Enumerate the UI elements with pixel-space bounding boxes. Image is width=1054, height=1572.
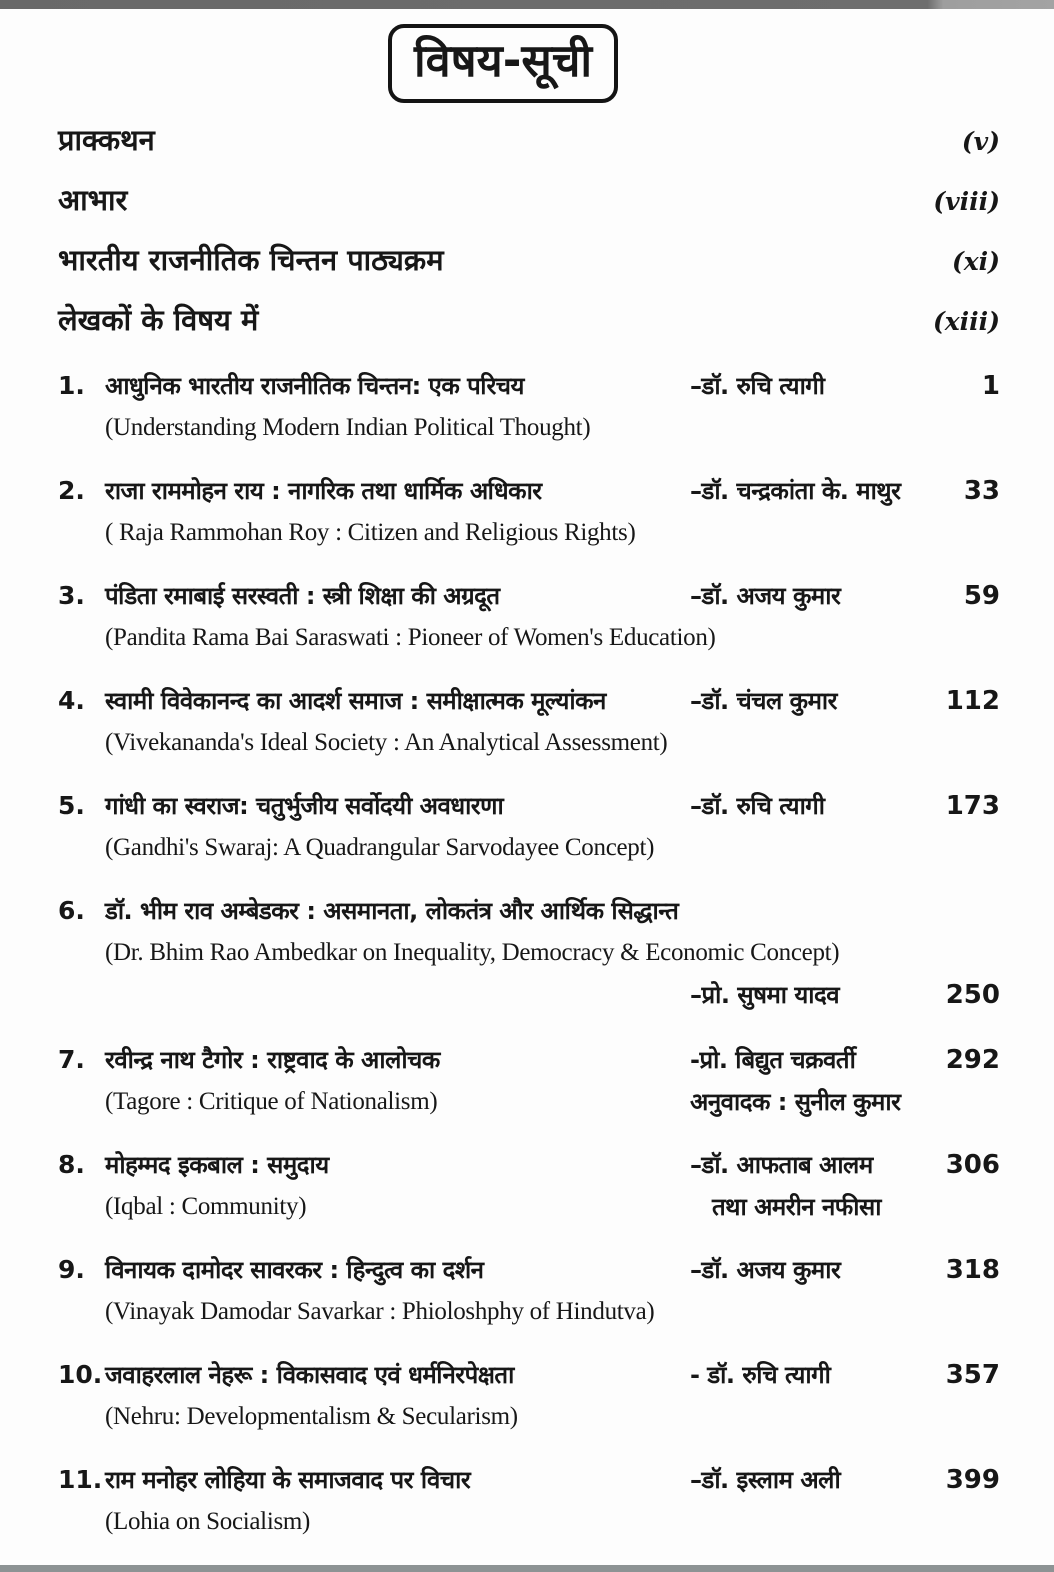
front-matter-row (58, 240, 1000, 280)
chapter-title-english: (Vivekananda's Ideal Society : An Analytical Assessment) (105, 729, 668, 756)
chapter-page-number: 306 (945, 1150, 1000, 1180)
front-matter-page: (xi) (951, 247, 1000, 276)
chapter-title-hindi: स्वामी विवेकानन्द का आदर्श समाज : समीक्षात्मक मूल्यांकन (105, 687, 606, 715)
chapter-author: –डॉ. इस्लाम अली (690, 1466, 841, 1494)
chapter-author: –डॉ. रुचि त्यागी (690, 372, 825, 400)
toc-title-box (388, 24, 618, 103)
toc-entry (58, 1353, 1000, 1437)
front-matter-label: प्राक्कथन (58, 123, 155, 157)
chapter-page-number: 59 (963, 581, 1000, 611)
chapter-page-number: 173 (945, 791, 1000, 821)
chapter-page-number: 1 (981, 371, 1000, 401)
chapter-number: 10. (58, 1360, 103, 1389)
scan-top-bar (0, 0, 1054, 9)
front-matter-page: (v) (961, 127, 1000, 156)
toc-entry (58, 1458, 1000, 1542)
toc-entry (58, 1248, 1000, 1332)
chapter-title-hindi: राजा राममोहन राय : नागरिक तथा धार्मिक अधिकार (105, 477, 542, 505)
chapter-title-english: (Pandita Rama Bai Saraswati : Pioneer of Women's Education) (105, 624, 716, 651)
front-matter-page: (viii) (933, 187, 1000, 216)
front-matter-label: भारतीय राजनीतिक चिन्तन पाठ्यक्रम (58, 243, 444, 277)
toc-entry (58, 889, 1000, 1017)
front-matter-page: (xiii) (932, 307, 1000, 336)
chapter-title-english: (Dr. Bhim Rao Ambedkar on Inequality, Democracy & Economic Concept) (105, 939, 840, 966)
toc-entry (58, 364, 1000, 448)
chapter-title-english: (Lohia on Socialism) (105, 1508, 311, 1535)
toc-entry (58, 784, 1000, 868)
chapter-number: 2. (58, 476, 85, 505)
chapter-author: –डॉ. रुचि त्यागी (690, 792, 825, 820)
chapter-title-english: (Understanding Modern Indian Political Thought) (105, 414, 591, 441)
chapter-title-english: (Vinayak Damodar Savarkar : Phioloshphy of Hindutva) (105, 1298, 655, 1325)
toc-entry (58, 1143, 1000, 1227)
toc-entry (58, 679, 1000, 763)
toc-page (0, 9, 1054, 1563)
chapter-title-english: (Tagore : Critique of Nationalism) (105, 1088, 438, 1115)
page-title: विषय-सूची (413, 34, 593, 87)
chapter-page-number: 250 (945, 980, 1000, 1010)
chapter-number: 11. (58, 1465, 103, 1494)
chapter-page-number: 112 (945, 686, 1000, 716)
chapter-title-hindi: राम मनोहर लोहिया के समाजवाद पर विचार (105, 1466, 471, 1494)
chapter-page-number: 33 (963, 476, 1000, 506)
chapter-number: 6. (58, 896, 85, 925)
chapter-number: 1. (58, 371, 85, 400)
front-matter-row (58, 180, 1000, 220)
chapter-title-english: (Nehru: Developmentalism & Secularism) (105, 1403, 518, 1430)
chapter-author: –प्रो. सुषमा यादव (690, 981, 840, 1009)
front-matter-label: लेखकों के विषय में (58, 303, 259, 337)
chapter-page-number: 318 (945, 1255, 1000, 1285)
front-matter-section (58, 120, 1000, 340)
chapter-number: 9. (58, 1255, 85, 1284)
chapter-title-hindi: पंडिता रमाबाई सरस्वती : स्त्री शिक्षा की अग्रदूत (105, 582, 500, 610)
chapter-author-line2: तथा अमरीन नफीसा (712, 1193, 881, 1221)
chapter-title-hindi: विनायक दामोदर सावरकर : हिन्दुत्व का दर्शन (105, 1256, 484, 1284)
chapter-number: 8. (58, 1150, 85, 1179)
chapter-title-english: ( Raja Rammohan Roy : Citizen and Religious Rights) (105, 519, 636, 546)
chapter-title-hindi: आधुनिक भारतीय राजनीतिक चिन्तन: एक परिचय (105, 372, 524, 400)
chapter-number: 3. (58, 581, 85, 610)
front-matter-row (58, 300, 1000, 340)
chapter-title-hindi: गांधी का स्वराज: चतुर्भुजीय सर्वोदयी अवधारणा (105, 792, 504, 820)
chapter-number: 4. (58, 686, 85, 715)
chapter-author-line2: अनुवादक : सुनील कुमार (690, 1088, 901, 1116)
chapter-author: –डॉ. अजय कुमार (690, 1256, 841, 1284)
chapter-list (58, 364, 1000, 1542)
chapter-author: –डॉ. चंचल कुमार (690, 687, 837, 715)
chapter-title-english: (Gandhi's Swaraj: A Quadrangular Sarvodayee Concept) (105, 834, 655, 861)
chapter-number: 7. (58, 1045, 85, 1074)
chapter-page-number: 357 (945, 1360, 1000, 1390)
toc-entry (58, 1038, 1000, 1122)
chapter-author: –डॉ. अजय कुमार (690, 582, 841, 610)
chapter-title-hindi: मोहम्मद इकबाल : समुदाय (105, 1151, 329, 1179)
chapter-number: 5. (58, 791, 85, 820)
chapter-title-hindi: डॉ. भीम राव अम्बेडकर : असमानता, लोकतंत्र और आर्थिक सिद्धान्त (105, 897, 679, 925)
chapter-page-number: 399 (945, 1465, 1000, 1495)
toc-entry (58, 574, 1000, 658)
chapter-title-english: (Iqbal : Community) (105, 1193, 307, 1220)
chapter-page-number: 292 (945, 1045, 1000, 1075)
front-matter-label: आभार (58, 183, 128, 217)
chapter-author: –डॉ. चन्द्रकांता के. माथुर (690, 477, 901, 505)
scan-bottom-bar (0, 1565, 1054, 1572)
chapter-title-hindi: रवीन्द्र नाथ टैगोर : राष्ट्रवाद के आलोचक (105, 1046, 440, 1074)
chapter-author: -प्रो. बिद्युत चक्रवर्ती (690, 1046, 856, 1074)
chapter-title-hindi: जवाहरलाल नेहरू : विकासवाद एवं धर्मनिरपेक्षता (105, 1361, 514, 1389)
front-matter-row (58, 120, 1000, 160)
toc-entry (58, 469, 1000, 553)
chapter-author: –डॉ. आफताब आलम (690, 1151, 873, 1179)
chapter-author: - डॉ. रुचि त्यागी (690, 1361, 831, 1389)
